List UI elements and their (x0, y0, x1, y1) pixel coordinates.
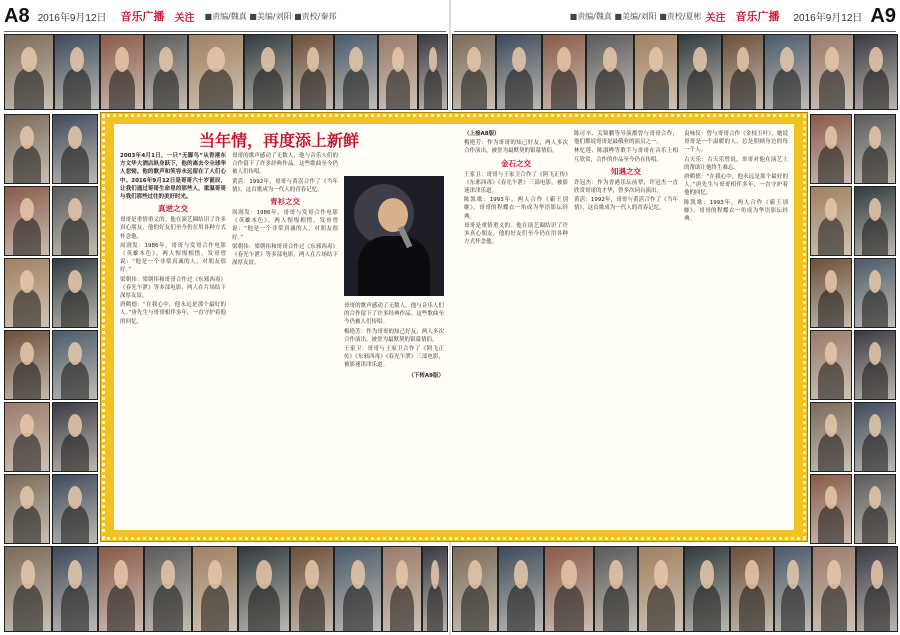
paragraph: 王家卫：哥哥与王家卫合作了《阿飞正传》《东邪西毒》《春光乍泄》三部电影，被影迷津津乐道。 (344, 346, 444, 369)
column-2 (232, 152, 338, 526)
photo-tile (100, 34, 144, 110)
tag-right: 关注 (705, 12, 726, 24)
paragraph: 哥哥的歌声感动了无数人，他与音乐人们的合作留下了许多经典作品。这些歌曲至今仍被人们传唱。 (344, 303, 444, 326)
photo-tile (192, 546, 238, 632)
photo-tile (52, 258, 98, 328)
photo-tile (544, 546, 594, 632)
photo-tile (730, 546, 774, 632)
brand-left: 音乐广播 (120, 10, 165, 23)
photo-tile (4, 474, 50, 544)
article-title: 当年情，再度添上新鲜 (198, 131, 359, 150)
photo-tile (856, 546, 898, 632)
photo-tile (812, 546, 856, 632)
editors-right: ■责编/魏真 ■美编/刘阳 ■责校/夏彬 (569, 11, 702, 21)
column-5 (574, 130, 678, 526)
photo-tile (854, 114, 896, 184)
photo-tile (422, 546, 448, 632)
editors-left: ■责编/魏真 ■美编/刘阳 ■责校/秦邦 (204, 11, 337, 21)
photo-tile (594, 546, 638, 632)
continued-from: （上接A8版） (464, 131, 500, 137)
paragraph: 哥哥是重情重义的。他在演艺圈结识了许多真心朋友，他的好友们至今仍在用各种方式怀念他。 (120, 217, 226, 240)
paragraph: 黄霑：1992年，哥哥与黄霑合作了《当年情》，这首歌成为一代人的青春记忆。 (232, 178, 338, 193)
paragraph: 许冠杰：作为香港乐坛前辈，许冠杰一直欣赏哥哥的才华，曾多次同台演出。 (574, 179, 678, 195)
photo-tile (810, 186, 852, 256)
photo-tile (52, 474, 98, 544)
photo-tile (678, 34, 722, 110)
photo-tile (52, 114, 98, 184)
paragraph: 袁咏仪：曾与哥哥合作《金枝玉叶》，她说哥哥是一个温暖的人，总是照顾身边的每一个人。 (684, 131, 788, 154)
column-1 (120, 152, 226, 526)
brand-right: 音乐广播 (735, 10, 780, 23)
photo-tile (334, 34, 378, 110)
photo-tile (684, 546, 730, 632)
photo-tile (382, 546, 422, 632)
photo-tile (4, 186, 50, 256)
photo-tile (810, 402, 852, 472)
column-3 (344, 302, 444, 526)
paragraph: 林忆莲、陈淑桦等歌手与哥哥在音乐上相互欣赏，合作的作品至今仍在传唱。 (574, 148, 678, 163)
photo-tile (52, 402, 98, 472)
photo-tile (634, 34, 678, 110)
page-number-left: A8 (4, 4, 30, 27)
photo-tile (4, 258, 50, 328)
photo-tile (810, 34, 854, 110)
paragraph: 王家卫：哥哥与王家卫合作了《阿飞正传》《东邪西毒》《春光乍泄》三部电影，被影迷津津乐道。 (464, 171, 568, 195)
photo-tile (810, 114, 852, 184)
photo-tile (144, 546, 192, 632)
photo-tile (290, 546, 334, 632)
photo-tile (854, 186, 896, 256)
paragraph: 古天乐：古天乐曾说，哥哥对他在演艺上的帮助让他终生难忘。 (684, 156, 788, 171)
photo-tile (378, 34, 418, 110)
photo-tile (238, 546, 290, 632)
continued-note: （下转A9版） (408, 372, 444, 379)
article-body (114, 124, 794, 530)
paragraph: 周润发：1986年，哥哥与发哥合作电影《英雄本色》，两人惺惺相惜。发哥曾说：“他是一个非常真诚的人，对朋友很好。” (232, 210, 338, 241)
paragraph: 唐鹤德：“在我心中，他永远是那个最好的人。”唐先生与哥哥相伴多年，一直守护着他的回忆。 (120, 302, 226, 325)
photo-tile (452, 34, 496, 110)
paragraph: 陈凯歌：1993年，两人合作《霸王别姬》，哥哥的程蝶衣一角成为华语影坛经典。 (464, 197, 568, 220)
photo-tile (54, 34, 100, 110)
paragraph: 哥哥的歌声感动了无数人，他与音乐人们的合作留下了许多经典作品。这些歌曲至今仍被人们传唱。 (232, 153, 338, 176)
photo-tile (810, 330, 852, 400)
photo-tile (774, 546, 812, 632)
section-heading-2: 青衫之交 (270, 197, 300, 207)
header-rule-right (454, 31, 896, 32)
column-6 (684, 130, 788, 526)
photo-tile (854, 258, 896, 328)
tag-left: 关注 (174, 12, 195, 24)
column-4 (464, 130, 568, 526)
photo-tile (854, 34, 898, 110)
photo-tile (854, 402, 896, 472)
photo-tile (4, 546, 52, 632)
paragraph: 黄霑：1992年，哥哥与黄霑合作了《当年情》，这首歌成为一代人的青春记忆。 (574, 197, 678, 212)
photo-tile (144, 34, 188, 110)
photo-tile (334, 546, 382, 632)
paragraph: 梅艳芳：作为哥哥的知己好友，两人多次合作演出，被誉为最默契的银幕情侣。 (344, 328, 444, 343)
photo-tile (98, 546, 144, 632)
page-header-left (0, 0, 450, 32)
photo-tile (810, 474, 852, 544)
photo-tile (52, 330, 98, 400)
section-heading-1: 真逆之交 (158, 204, 188, 214)
featured-singer-photo (344, 176, 444, 296)
photo-tile (4, 34, 54, 110)
photo-tile (810, 258, 852, 328)
photo-tile (4, 402, 50, 472)
photo-tile (4, 114, 50, 184)
photo-tile (764, 34, 810, 110)
date-right: 2016年9月12日 (793, 12, 863, 24)
photo-tile (498, 546, 544, 632)
page-header-right (450, 0, 900, 32)
photo-tile (244, 34, 292, 110)
photo-tile (188, 34, 244, 110)
paragraph: 梅艳芳：作为哥哥的知己好友，两人多次合作演出，被誉为最默契的银幕情侣。 (464, 140, 568, 155)
photo-tile (854, 330, 896, 400)
photo-tile (418, 34, 448, 110)
photo-tile (496, 34, 542, 110)
paragraph: 梁朝伟：梁朝伟和哥哥合作过《东邪西毒》《春光乍泄》等多部电影，两人在片场结下深厚友谊。 (232, 243, 338, 267)
paragraph: 陈可辛、关锦鹏等导演都曾与哥哥合作，他们都说哥哥是最敬业的演员之一。 (574, 131, 678, 146)
photo-tile (854, 474, 896, 544)
paragraph: 陈凯歌：1993年，两人合作《霸王别姬》，哥哥的程蝶衣一角成为华语影坛经典。 (684, 199, 788, 223)
paragraph: 哥哥是重情重义的。他在演艺圈结识了许多真心朋友，他的好友们至今仍在用各种方式怀念他。 (464, 222, 568, 246)
photo-tile (542, 34, 586, 110)
page-number-right: A9 (870, 4, 896, 27)
article-lead: 2003年4月1日，一只“无脚鸟”从香港东方文华大酒店纵身跃下，他的离去令全球华人悲恸。他的歌声和笑容永远留在了人们心中。2016年9月12日是哥哥六十岁诞辰，让我们通过哥哥生命里的那些人，重温哥哥与我们那些过往的美好时光。 (120, 153, 226, 201)
date-left: 2016年9月12日 (37, 12, 107, 24)
paragraph: 周润发：1986年，哥哥与发哥合作电影《英雄本色》，两人惺惺相惜。发哥曾说：“他是一个非常真诚的人，对朋友很好。” (120, 242, 226, 274)
header-rule-left (4, 31, 446, 32)
photo-tile (52, 546, 98, 632)
photo-tile (52, 186, 98, 256)
photo-tile (638, 546, 684, 632)
section-heading-4: 知遇之交 (611, 166, 641, 176)
photo-tile (722, 34, 764, 110)
paragraph: 梁朝伟：梁朝伟和哥哥合作过《东邪西毒》《春光乍泄》等多部电影，两人在片场结下深厚友谊。 (120, 276, 226, 300)
section-heading-3: 金石之交 (501, 158, 531, 168)
photo-tile (452, 546, 498, 632)
photo-tile (292, 34, 334, 110)
photo-tile (4, 330, 50, 400)
photo-tile (586, 34, 634, 110)
paragraph: 唐鹤德：“在我心中，他永远是那个最好的人。”唐先生与哥哥相伴多年，一直守护着他的回忆。 (684, 174, 788, 197)
